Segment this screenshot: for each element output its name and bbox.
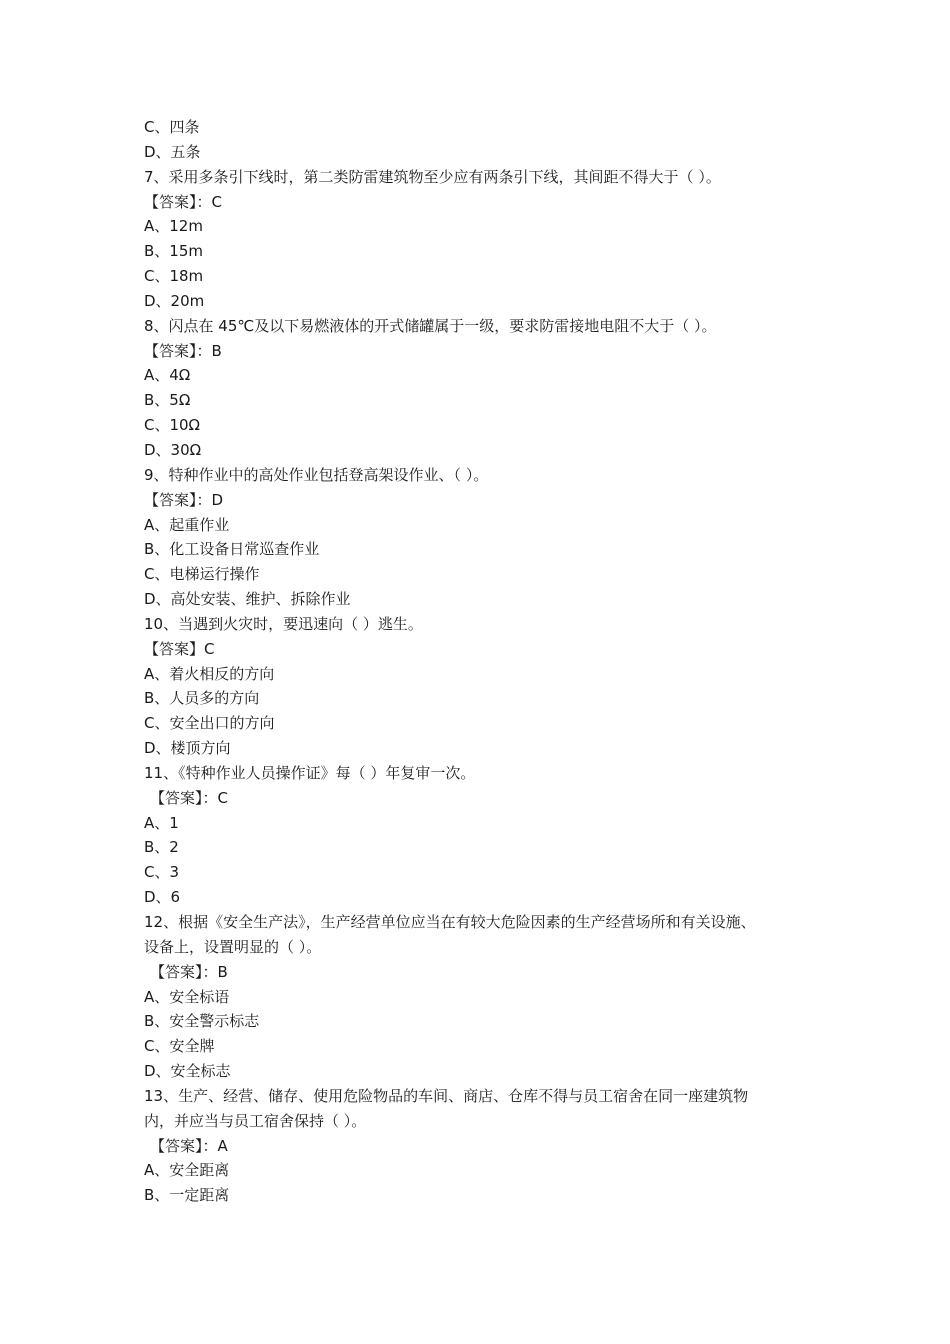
question-line: 8、闪点在 45℃及以下易燃液体的开式储罐属于一级，要求防雷接地电阻不大于（ ）。 <box>144 316 717 335</box>
option-line: C、安全出口的方向 <box>144 714 275 733</box>
option-line: B、15m <box>144 242 203 261</box>
question-line: 13、生产、经营、储存、使用危险物品的车间、商店、仓库不得与员工宿舍在同一座建筑物 <box>144 1086 749 1105</box>
option-line: A、着火相反的方向 <box>144 664 275 683</box>
answer-line: 【答案】：B <box>150 962 228 981</box>
option-line: A、安全距离 <box>144 1161 230 1180</box>
option-line: D、30Ω <box>144 440 202 459</box>
answer-line: 【答案】：C <box>144 192 222 211</box>
option-line: A、12m <box>144 217 203 236</box>
answer-line: 【答案】：C <box>150 788 228 807</box>
option-line: C、安全牌 <box>144 1037 215 1056</box>
option-line: B、一定距离 <box>144 1186 230 1205</box>
option-line: D、高处安装、维护、拆除作业 <box>144 590 351 609</box>
option-line: D、6 <box>144 888 181 907</box>
option-line: A、4Ω <box>144 366 191 385</box>
question-line: 设备上，设置明显的（ ）。 <box>144 937 322 956</box>
option-line: D、20m <box>144 291 205 310</box>
option-line: C、10Ω <box>144 416 201 435</box>
question-line: 10、当遇到火灾时，要迅速向（ ）逃生。 <box>144 614 423 633</box>
option-line: A、起重作业 <box>144 515 230 534</box>
option-line: A、安全标语 <box>144 987 230 1006</box>
option-line: B、安全警示标志 <box>144 1012 260 1031</box>
question-list <box>144 115 814 1208</box>
option-line: B、2 <box>144 838 179 857</box>
answer-line: 【答案】：B <box>144 341 222 360</box>
option-line: D、楼顶方向 <box>144 739 231 758</box>
answer-line: 【答案】：D <box>144 490 224 509</box>
question-line: 11、《特种作业人员操作证》每（ ）年复审一次。 <box>144 763 476 782</box>
option-line: D、五条 <box>144 142 201 161</box>
option-line: D、安全标志 <box>144 1062 231 1081</box>
question-line: 12、根据《安全生产法》，生产经营单位应当在有较大危险因素的生产经营场所和有关设施、 <box>144 913 756 931</box>
answer-line: 【答案】C <box>144 639 215 658</box>
option-line: C、电梯运行操作 <box>144 565 260 584</box>
question-line: 7、采用多条引下线时，第二类防雷建筑物至少应有两条引下线，其间距不得大于（ ）。 <box>144 167 721 186</box>
question-line: 9、特种作业中的高处作业包括登高架设作业、（ ）。 <box>144 465 489 484</box>
option-line: B、5Ω <box>144 391 191 410</box>
option-line: B、人员多的方向 <box>144 689 260 708</box>
option-line: C、四条 <box>144 118 200 136</box>
answer-line: 【答案】：A <box>150 1136 228 1155</box>
option-line: C、18m <box>144 267 204 286</box>
question-line: 内，并应当与员工宿舍保持（ ）。 <box>144 1111 367 1130</box>
option-line: C、3 <box>144 863 180 882</box>
option-line: A、1 <box>144 813 179 832</box>
option-line: B、化工设备日常巡查作业 <box>144 540 320 559</box>
